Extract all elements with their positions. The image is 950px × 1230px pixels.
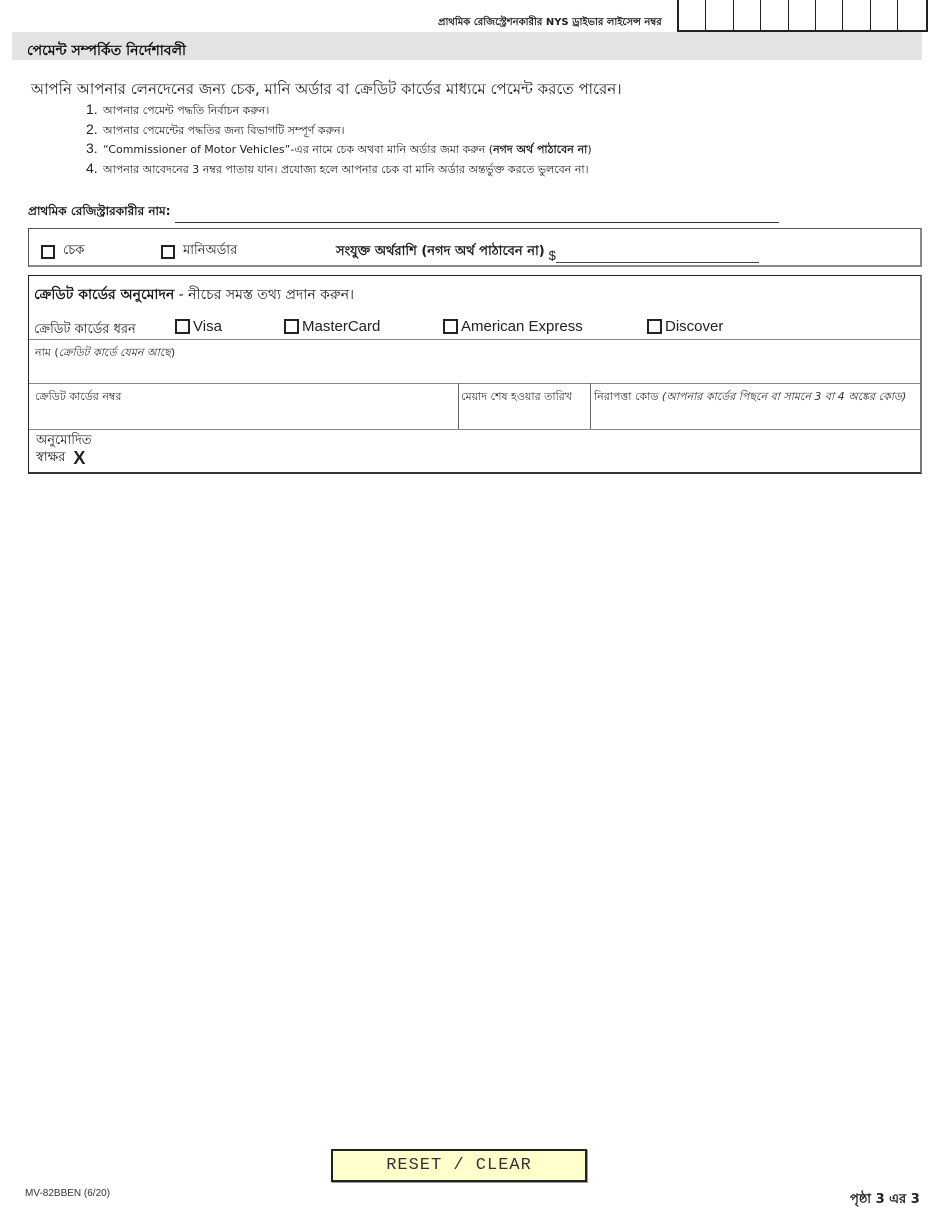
registrant-name-label: প্রাথমিক রেজিস্ট্রারকারীর নাম: (28, 204, 171, 218)
card-number-input[interactable] (29, 384, 458, 429)
security-code-input[interactable] (591, 384, 921, 429)
license-digit-cell[interactable] (761, 0, 788, 30)
security-code-label: নিরাপত্তা কোড (আপনার কার্ডের পিছনে বা সামনে 3 বা 4 অঙ্কের কোড) (594, 390, 907, 403)
section-title: পেমেন্ট সম্পর্কিত নির্দেশাবলী (27, 43, 187, 59)
check-option[interactable] (41, 241, 84, 262)
step-number: 2. (86, 120, 98, 137)
visa-label: Visa (193, 318, 222, 335)
check-label: চেক (63, 243, 85, 258)
step-text: “Commissioner of Motor Vehicles”-এর নামে চেক অথবা মানি অর্ডার জমা করুন ( (103, 143, 494, 156)
money-order-option[interactable] (161, 241, 237, 262)
license-number-field[interactable] (677, 0, 928, 32)
amex-checkbox[interactable] (443, 319, 458, 334)
check-checkbox[interactable] (41, 245, 55, 259)
amount-input[interactable] (556, 248, 759, 263)
step-item (86, 121, 592, 141)
step-text: আপনার পেমেন্ট পদ্ধতি নির্বাচন করুন। (103, 104, 270, 117)
signature-row (36, 448, 85, 469)
amount-label: সংযুক্ত অর্থরাশি (নগদ অর্থ পাঠাবেন না) (336, 244, 545, 259)
license-number-label: প্রাথমিক রেজিস্ট্রেশনকারীর NYS ড্রাইভার লাইসেন্স নম্বর (438, 17, 662, 28)
registrant-name-input[interactable] (175, 209, 779, 223)
card-type-mastercard[interactable] (284, 318, 380, 335)
signature-label: স্বাক্ষর (36, 450, 66, 465)
amex-label: American Express (461, 318, 583, 335)
step-item (86, 101, 592, 121)
discover-checkbox[interactable] (647, 319, 662, 334)
payment-method-box (28, 228, 922, 267)
currency-symbol: $ (548, 248, 556, 263)
license-digit-cell[interactable] (734, 0, 761, 30)
money-order-label: মানিঅর্ডার (183, 243, 238, 258)
license-digit-cell[interactable] (816, 0, 843, 30)
license-digit-cell[interactable] (871, 0, 898, 30)
credit-card-authorization-box (28, 275, 922, 474)
step-suffix: ) (587, 143, 592, 156)
mastercard-checkbox[interactable] (284, 319, 299, 334)
expiry-date-label: মেয়াদ শেষ হওয়ার তারিখ (461, 390, 573, 403)
signature-input[interactable] (109, 430, 919, 472)
cardholder-name-label: নাম (ক্রেডিট কার্ডে যেমন আছে) (35, 346, 176, 359)
card-type-row (34, 318, 914, 338)
cardholder-name-input[interactable] (29, 340, 920, 383)
card-type-visa[interactable] (175, 318, 222, 335)
step-number: 3. (86, 140, 98, 156)
step-number: 4. (86, 159, 98, 176)
money-order-checkbox[interactable] (161, 245, 175, 259)
authorized-label: অনুমোদিত (36, 433, 92, 448)
registrant-name-row (28, 203, 779, 223)
credit-card-title (34, 283, 354, 307)
step-item (86, 160, 592, 180)
expiry-date-input[interactable] (459, 384, 590, 429)
visa-checkbox[interactable] (175, 319, 190, 334)
page-number: পৃষ্ঠা 3 এর 3 (850, 1192, 920, 1207)
card-type-label: ক্রেডিট কার্ডের ধরন (34, 322, 136, 337)
reset-clear-button[interactable]: RESET / CLEAR (331, 1149, 587, 1182)
signature-x-mark: X (73, 448, 86, 468)
step-warning: নগদ অর্থ পাঠাবেন না (493, 143, 588, 156)
card-type-discover[interactable] (647, 318, 723, 335)
license-digit-cell[interactable] (679, 0, 706, 30)
step-text: আপনার আবেদনের 3 নম্বর পাতায় যান। প্রযোজ্য হলে আপনার চেক বা মানি অর্ডার অন্তর্ভুক্ত করতে ভুলবেন না। (103, 162, 589, 176)
amount-enclosed (336, 242, 759, 263)
license-digit-cell[interactable] (843, 0, 870, 30)
credit-card-title-rest: - নীচের সমস্ত তথ্য প্রদান করুন। (174, 287, 355, 303)
instruction-steps (86, 101, 592, 179)
step-text: আপনার পেমেন্টের পদ্ধতির জন্য বিভাগটি সম্পূর্ণ করুন। (103, 123, 345, 137)
license-digit-cell[interactable] (706, 0, 733, 30)
card-type-amex[interactable] (443, 318, 583, 335)
card-number-label: ক্রেডিট কার্ডের নম্বর (35, 390, 122, 403)
mastercard-label: MasterCard (302, 318, 381, 335)
intro-text: আপনি আপনার লেনদেনের জন্য চেক, মানি অর্ডার বা ক্রেডিট কার্ডের মাধ্যমে পেমেন্ট করতে পারেন। (31, 80, 622, 98)
discover-label: Discover (665, 318, 724, 335)
step-item (86, 140, 592, 160)
step-number: 1. (86, 101, 98, 117)
license-digit-cell[interactable] (789, 0, 816, 30)
form-code: MV-82BBEN (6/20) (25, 1188, 111, 1199)
credit-card-title-bold: ক্রেডিট কার্ডের অনুমোদন (34, 287, 175, 303)
license-digit-cell[interactable] (898, 0, 925, 30)
